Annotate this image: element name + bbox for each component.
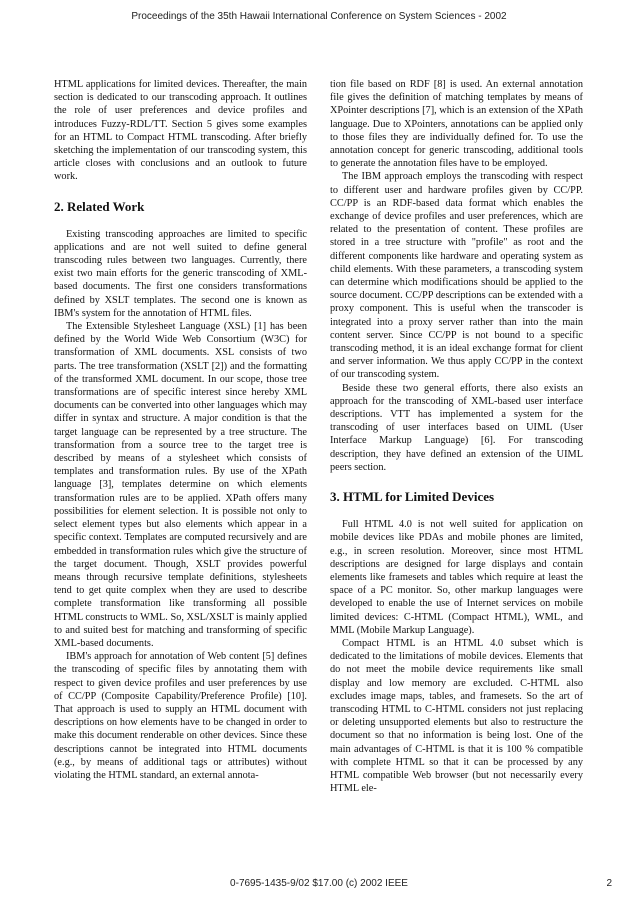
running-header: Proceedings of the 35th Hawaii International Conference on System Sciences - 2002 [131,11,507,22]
related-work-paragraph-1: Existing transcoding approaches are limited to specific applications and are not well suited to define general transcoding rules between two languages. Currently, there exist two main efforts for the generic transcoding of XML-based documents. The first one considers transformations defined by XSLT templates. The second one is known as IBM's system for the annotation of HTML files. [54,228,307,319]
intro-paragraph: HTML applications for limited devices. Thereafter, the main section is dedicated to our transcoding approach. It outlines the role of user preferences and device profiles and introduces Fuzzy-RDL/TT. Section 5 gives some examples for an HTML to Compact HTML transcoding. After briefly sketching the implementation of our transcoding system, this article closes with conclusions and an outlook to future work. [54,79,307,183]
section-heading-html-limited-devices: 3. HTML for Limited Devices [330,489,495,505]
right-column [330,78,583,795]
related-work-paragraph-3: IBM's approach for annotation of Web content [5] defines the transcoding of specific files by annotating them with respect to given device profiles and user preferences by use of CC/PP (Composite Capability/Preference Profile) [10]. That approach is used to supply an HTML document with descriptions on how elements have to be changed in order to make this document renderable on other devices. Since these descriptions cannot be integrated into HTML documents (e.g., by means of additional tags or attributes) without violating the HTML standard, an external annota- [54,651,307,781]
section-heading-related-work: 2. Related Work [54,198,145,214]
html-limited-paragraph-2: Compact HTML is an HTML 4.0 subset which is dedicated to the limitations of mobile devices. Elements that do not meet the mobile device requirements like small display and low memory are excluded. C-HTML also excludes image maps, tables, and framesets. So the art of transcoding HTML to C-HTML considers not just replacing or deleting unsupported elements but also to restructure the document so that no information is being lost. One of the main advantages of C-HTML is that it is 100 % compatible with complete HTML so that it can be processed by any HTML compatible Web browser (but not necessarily every HTML ele- [330,637,583,795]
ibm-approach-paragraph: The IBM approach employs the transcoding with respect to different user and hardware profiles given by CC/PP. CC/PP is an RDF-based data format which enables the exchange of device profiles and user preferences, which are related to the presentation of content. These profiles are stored in a tree structure with "profile" as root and the different components like hardware and operating system as child elements. With these parameters, a transcoding system can determine which modifications should be applied to the source document. CC/PP descriptions can be extended with a proxy component. This is useful when the transcoder is integrated into a proxy server rather than into the main content server. Since CC/PP is not bound to a specific transcoding method, it is an ideal exchange format for client and server information. We thus apply CC/PP in the context of our transcoding system. [330,171,583,381]
copyright-footer: 0-7695-1435-9/02 $17.00 (c) 2002 IEEE [230,878,408,889]
related-work-paragraph-2: The Extensible Stylesheet Language (XSL) [1] has been defined by the World Wide Web Consortium (W3C) for transformation of XML documents. XSL consists of two parts. The tree transformation (XSLT [2]) and the formatting of the transformed XML document. In our scope, those tree transformations are of specific interest since hereby XML documents can be converted into other languages which may differ in syntax and structure. A major condition is that the target language can be represented by a tree structure. The transformation from a source tree to the target tree is described by means of a stylesheet which consists of templates and transformation rules. By use of the XPath language [3], templates determine on which elements transformation rules are to be applied. XPath offers many possibilities for element selection. It is possible not only to select element types but also elements which appear in a specific context. Templates are computed recursively and are embedded in transformation rules which give the structure of the target document. Though, XSLT provides powerful means through recursive template definitions, stylesheets tend to get quite complex when they are used to describe complete transformation like transforming all possible HTML constructs to WML. So, XSL/XSLT is mainly applied to and suited best for matching and transforming of specific XML-based documents. [54,321,307,649]
page-number: 2 [606,878,612,889]
left-column [54,78,307,782]
continued-paragraph: tion file based on RDF [8] is used. An external annotation file gives the definition of matching templates by means of XPointer descriptions [7], which is an extension of the XPath language. Due to XPointers, annotations can be applied only to those files they are individually defined for. To use the annotation concept for generic transcoding, additional tools to generate the annotation files have to be employed. [330,79,583,170]
html-limited-paragraph-1: Full HTML 4.0 is not well suited for application on mobile devices like PDAs and mobile phones are limited, e.g., in screen resolution. Moreover, since most HTML descriptions are designed for large displays and contain elements like framesets and tables which require at least the space of a PC monitor. So, other markup languages were developed to enable the use of Internet services on mobile limited devices: C-HTML (Compact HTML), WML, and MML (Mobile Markup Language). [330,519,583,636]
uiml-paragraph: Beside these two general efforts, there also exists an approach for the transcoding of XML-based user interface descriptions. VTT has implemented a system for the transcoding of user interfaces based on UIML (User Interface Markup Language) [6]. For transcoding description, they have defined an extension of the UIML peers section. [330,382,583,473]
